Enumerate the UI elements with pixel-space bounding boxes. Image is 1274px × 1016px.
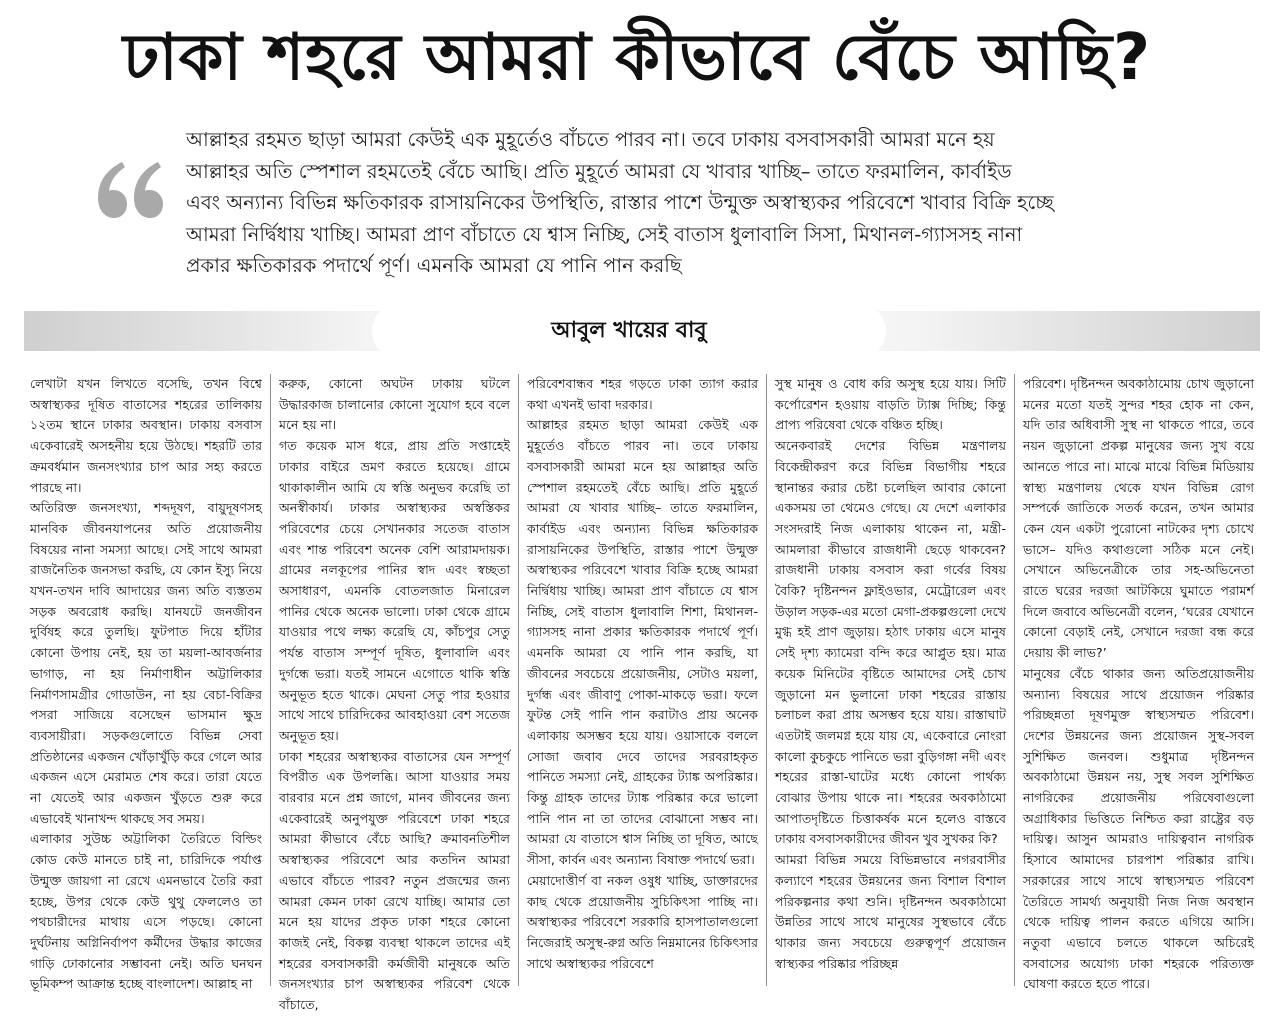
author-name: আবুল খায়ের বাবু <box>551 317 707 343</box>
paragraph: লেখাটা যখন লিখতে বসেছি, তখন বিশ্বে অস্বাস্থ্যকর দূষিত বাতাসের শহরের তালিকায় ১২তম স্থানে ঢাকার অবস্থান। ঢাকায় বসবাস একেবারেই অসহনীয় হয়ে উঠছে। শহরটি তার ক্রমবর্ধমান জনসংখ্যার চাপ আর সহ্য করতে পারছে না। <box>30 376 262 495</box>
byline <box>372 304 886 358</box>
text-column-4 <box>766 374 1014 986</box>
intro-line: প্রকার ক্ষতিকারক পদার্থে পূর্ণ। এমনকি আমরা যে পানি পান করছি <box>186 254 682 277</box>
paragraph: গত কয়েক মাস ধরে, প্রায় প্রতি সপ্তাহেই ঢাকার বাইরে ভ্রমণ করতে হয়েছে। গ্রামে থাকাকালীন আমি যে স্বস্তি অনুভব করেছি তা অনস্বীকার্য। ঢাকার অস্বাস্থ্যকর অস্বস্তিকর পরিবেশের চেয়ে সেখানকার সতেজ বাতাস এবং শান্ত পরিবেশ অনেক বেশি আরামদায়ক। গ্রামের নলকূপের পানির স্বাদ এবং স্বচ্ছতা অসাধারণ, এমনকি বোতলজাত মিনারেল পানির থেকে অনেক ভালো। ঢাকা থেকে গ্রামে যাওয়ার পথে লক্ষ্য করেছি যে, কাঁচপুর সেতু পর্যন্ত বাতাস সম্পূর্ণ দূষিত, ধুলাবালি এবং দুর্গন্ধে ভরা। যতই সামনে এগোতে থাকি স্বস্তি অনুভূত হতে থাকে। মেঘনা সেতু পার হওয়ার সাথে সাথে চারিদিকের আবহাওয়া বেশ সতেজ অনুভূত হয়। <box>279 438 510 743</box>
headline: ঢাকা শহরে আমরা কীভাবে বেঁচে আছি? <box>122 21 1152 95</box>
paragraph: সুস্থ মানুষ ও বোধ করি অসুস্থ হয়ে যায়। সিটি কর্পোরেশন হওয়ায় বাড়তি ট্যাক্স দিচ্ছি; কিন্তু প্রাপ্য পরিষেবা থেকে বঞ্চিত হচ্ছি। <box>775 376 1006 433</box>
paragraph: পরিবেশবান্ধব শহর গড়তে ঢাকা ত্যাগ করার কথা এখনই ভাবা দরকার। <box>527 376 758 412</box>
paragraph: মানুষের বেঁচে থাকার জন্য অতিপ্রয়োজনীয় অন্যান্য বিষয়ের সাথে প্রয়োজন পরিষ্কার পরিচ্ছন্নতা দূষণমুক্ত স্বাস্থ্যসম্মত পরিবেশ। দেশের উন্নয়নের জন্য প্রয়োজন সুস্থ-সবল সুশিক্ষিত জনবল। শুধুমাত্র দৃষ্টিনন্দন অবকাঠামো উন্নয়ন নয়, সুস্থ সবল সুশিক্ষিত নাগরিকের প্রয়োজনীয় পরিষেবাগুলো অগ্রাধিকার ভিত্তিতে নিশ্চিত করা রাষ্ট্রের বড় দায়িত্ব। আসুন আমরাও দায়িত্ববান নাগরিক হিসাবে আমাদের চারপাশ পরিষ্কার রাখি। সরকারের সাথে সাথে স্বাস্থ্যসম্মত পরিবেশ তৈরিতে সামর্থ্য অনুযায়ী নিজ নিজ অবস্থান থেকে দায়িত্ব পালন করতে এগিয়ে আসি। নতুবা এভাবে চলতে থাকলে অচিরেই বসবাসের অযোগ্য ঢাকা শহরকে পরিত্যক্ত ঘোষণা করতে হতে পারে। <box>1023 665 1254 992</box>
paragraph: আল্লাহর রহমত ছাড়া আমরা কেউই এক মুহূর্তেও বাঁচতে পারব না। তবে ঢাকায় বসবাসকারী আমরা মনে হয় আল্লাহর অতি স্পেশাল রহমতেই বেঁচে আছি। প্রতি মুহূর্তে আমরা যে খাবার খাচ্ছি– তাতে ফরমালিন, কার্বাইড এবং অন্যান্য বিভিন্ন ক্ষতিকারক রাসায়নিকের উপস্থিতি, রাস্তার পাশে উন্মুক্ত অস্বাস্থ্যকর পরিবেশে খাবার বিক্রি হচ্ছে আমরা নির্দ্বিধায় খাচ্ছি। আমরা প্রাণ বাঁচাতে যে শ্বাস নিচ্ছি, সেই বাতাস ধুলাবালি শিশা, মিথানল-গ্যাসসহ নানা প্রকার ক্ষতিকারক পদার্থে পূর্ণ। এমনকি আমরা যে পানি পান করছি, যা জীবনের সবচেয়ে প্রয়োজনীয়, সেটাও ময়লা, দুর্গন্ধ এবং জীবাণু পোকা-মাকড়ে ভরা। ফলে ফুটন্ত সেই পানি পান করাটাও প্রায় অনেক এলাকায় অসম্ভব হয়ে যায়। ওয়াসাকে বললে সোজা জবাব দেবে তাদের সরবরাহকৃত পানিতে সমস্যা নেই, গ্রাহকের ট্যাঙ্ক অপরিষ্কার। কিন্তু গ্রাহক তাদের ট্যাঙ্ক পরিষ্কার করে ভালো পানি পান না তা তাদের বোঝানো সম্ভব না। আমরা যে বাতাসে শ্বাস নিচ্ছি তা দূষিত, আছে সীসা, কার্বন এবং অন্যান্য বিষাক্ত পদার্থে ভরা। <box>527 417 758 868</box>
text-column-2 <box>270 374 518 1013</box>
quote-right-glyph <box>134 162 163 218</box>
article-body <box>22 374 1262 1013</box>
intro-line: এবং অন্যান্য বিভিন্ন ক্ষতিকারক রাসায়নিকের উপস্থিতি, রাস্তার পাশে উন্মুক্ত অস্বাস্থ্যকর পরিবেশে খাবার বিক্রি হচ্ছে <box>186 191 1054 214</box>
paragraph: করুক, কোনো অঘটন ঢাকায় ঘটলে উদ্ধারকাজ চালানোর কোনো সুযোগ হবে বলে মনে হয় না। <box>279 376 510 433</box>
quote-left-glyph <box>98 162 127 218</box>
paragraph: মেয়াদোত্তীর্ণ বা নকল ওষুধ খাচ্ছি, ডাক্তারদের কাছ থেকে প্রয়োজনীয় সুচিকিৎসা পাচ্ছি না। অস্বাস্থ্যকর পরিবেশে সরকারি হাসপাতালগুলো নিজেরাই অসুস্থ-রুগ্ন অতি নিম্নমানের চিকিৎসার সাথে অস্বাস্থ্যকর পরিবেশে <box>527 872 758 971</box>
quote-open-icon <box>92 150 164 230</box>
intro-line: আল্লাহর অতি স্পেশাল রহমতেই বেঁচে আছি। প্রতি মুহূর্তে আমরা যে খাবার খাচ্ছি– তাতে ফরমালিন, কার্বাইড <box>186 159 1012 183</box>
paragraph: পরিবেশ। দৃষ্টিনন্দন অবকাঠামোয় চোখ জুড়ানো মনের মতো যতই সুন্দর শহর হোক না কেন, যদি তার অধিবাসী সুস্থ না থাকতে পারে, তবে নয়ন জুড়ানো প্রকল্প মানুষের জন্য সুখ বয়ে আনতে পারে না। মাঝে মাঝে বিভিন্ন মিডিয়ায় স্বাস্থ্য মন্ত্রণালয় থেকে যখন বিভিন্ন রোগ সম্পর্কে জাতিকে সতর্ক করেন, তখন আমার কেন যেন একটা পুরোনো নাটকের দৃশ্য চোখে ভাসে– যদিও কথাগুলো সঠিক মনে নেই। সেখানে অভিনেত্রীকে তার সহ-অভিনেতা রাতে ঘরের দরজা আটকিয়ে ঘুমাতে পরামর্শ দিলে জবাবে অভিনেত্রী বলেন, ‘ঘরের যেখানে কোনো বেড়াই নেই, সেখানে দরজা বন্ধ করে দেয়ায় কী লাভ?’ <box>1023 376 1254 661</box>
text-column-1 <box>22 374 270 992</box>
paragraph: ঢাকা শহরের অস্বাস্থ্যকর বাতাসের যেন সম্পূর্ণ বিপরীত এক উপলব্ধি। আসা যাওয়ার সময় বারবার মনে প্রশ্ন জাগে, মানব জীবনের জন্য একেবারেই অনুপযুক্ত পরিবেশে ঢাকা শহরে আমরা কীভাবে বেঁচে আছি? ক্রমাবনতিশীল অস্বাস্থ্যকর পরিবেশে আর কতদিন আমরা এভাবে বাঁচতে পারব? নতুন প্রজন্মের জন্য আমরা কেমন ঢাকা রেখে যাচ্ছি। আমার তো মনে হয় যাদের প্রকৃত ঢাকা শহরে কোনো কাজই নেই, বিকল্প ব্যবস্থা থাকলে তাদের এই শহরের বসবাসকারী কর্মজীবী মানুষকে অতি জনসংখ্যার চাপ অস্বাস্থ্যকর পরিবেশ থেকে বাঁচাতে, <box>279 748 510 1013</box>
paragraph: অতিরিক্ত জনসংখ্যা, শব্দদূষণ, বায়ুদূষণসহ মানবিক জীবনযাপনের অতি প্রয়োজনীয় বিষয়ের নানা সমস্যা আছে। সেই সাথে আমরা রাজনৈতিক জনসভা করছি, যে কোন ইস্যু নিয়ে যখন-তখন দাবি আদায়ের জন্য অতি ব্যস্ততম সড়ক অবরোধ করছি। যানযটে জনজীবন দুর্বিষহ করে তুলছি। ফুটপাত দিয়ে হাঁটার কোনো উপায় নেই, হয় তা ময়লা-আবর্জনার ভাগাড়, না হয় নির্মাণাধীন অট্টালিকার নির্মাণসামগ্রীর গোডাউন, না হয় বেচা-বিক্রির পসরা সাজিয়ে বসেছেন ভাসমান ক্ষুদ্র ব্যবসায়ীরা। সড়কগুলোতে বিভিন্ন সেবা প্রতিষ্ঠানের একজন খোঁড়াখুঁড়ি করে গেলে আর একজন এসে মেরামত শেষ করে। তারা যেতে না যেতেই আর একজন খুঁড়তে শুরু করে এভাবেই খানাখন্দ থাকছে সব সময়। <box>30 500 262 826</box>
intro-deck <box>186 124 1256 282</box>
intro-line: আমরা নির্দ্বিধায় খাচ্ছি। আমরা প্রাণ বাঁচাতে যে শ্বাস নিচ্ছি, সেই বাতাস ধুলাবালি সিসা, মিথানল-গ্যাসসহ নানা <box>186 222 1023 246</box>
paragraph: এলাকার সুউচ্চ অট্টালিকা তৈরিতে বিল্ডিং কোড কেউ মানতে চাই না, চারিদিকে পর্যাপ্ত উন্মুক্ত জায়গা না রেখে এমনভাবে তৈরি করা হচ্ছে, উপর থেকে কেউ থুথু ফেললেও তা পথচারীদের মাথায় এসে পড়ছে। কোনো দুর্ঘটনায় অগ্নিনির্বাপণ কর্মীদের উদ্ধার কাজের গাড়ি ঢোকানোর সম্ভাবনা নেই। অতি ঘনঘন ভূমিকম্প আক্রান্ত হচ্ছে বাংলাদেশ। আল্লাহ না <box>30 831 262 992</box>
paragraph: অনেকবারই দেশের বিভিন্ন মন্ত্রণালয় বিকেন্দ্রীকরণ করে বিভিন্ন বিভাগীয় শহরে স্থানান্তর করার চেষ্টা চলেছিল আবার কোনো একসময় তা থেমেও গেছে। যে দেশে এলাকার সংসদরাই নিজ এলাকায় থাকেন না, মন্ত্রী-আমলারা কীভাবে রাজধানী ছেড়ে থাকবেন? রাজধানী ঢাকায় বসবাস করা গর্বের বিষয় বৈকি? দৃষ্টিনন্দন ফ্লাইওভার, মেট্রোরেল এবং উড়াল সড়ক-এর মতো মেগা-প্রকল্পগুলো দেখে মুগ্ধ হই প্রাণ জুড়ায়। হঠাৎ ঢাকায় এসে মানুষ সেই দৃশ্য ক্যামেরা বন্দি করে আপ্লুত হয়। মাত্র কয়েক মিনিটের বৃষ্টিতে আমাদের সেই চোখ জুড়ানো মন ভুলানো ঢাকা শহরের রাস্তায় চলাচল করা প্রায় অসম্ভব হয়ে যায়। রাস্তাঘাট এতটাই জলমগ্ন হয়ে যায় যে, একেবারে নোংরা কালো কুচকুচে পানিতে ভরা বুড়িগঙ্গা নদী এবং শহরের রাস্তা-ঘাটের মধ্যে কোনো পার্থক্য বোঝার উপায় থাকে না। শহরের অবকাঠামো আপাতদৃষ্টিতে চিত্তাকর্ষক মনে হলেও বাস্তবে ঢাকায় বসবাসকারীদের জীবন খুব সুখকর কি? <box>775 438 1006 847</box>
intro-line: আল্লাহর রহমত ছাড়া আমরা কেউই এক মুহূর্তেও বাঁচতে পারব না। তবে ঢাকায় বসবাসকারী আমরা মনে হয় <box>186 128 995 151</box>
text-column-5 <box>1014 374 1262 992</box>
text-column-3 <box>518 374 766 986</box>
paragraph: আমরা বিভিন্ন সময়ে বিভিন্নভাবে নগরবাসীর কল্যাণে শহরের উন্নয়নের জন্য বিশাল বিশাল পরিকল্পনার কথা শুনি। দৃষ্টিনন্দন অবকাঠামো উন্নতির সাথে সাথে মানুষের সুস্থভাবে বেঁচে থাকার জন্য সবচেয়ে গুরুত্বপূর্ণ প্রয়োজন স্বাস্থ্যকর পরিষ্কার পরিচ্ছন্ন <box>775 852 1006 971</box>
